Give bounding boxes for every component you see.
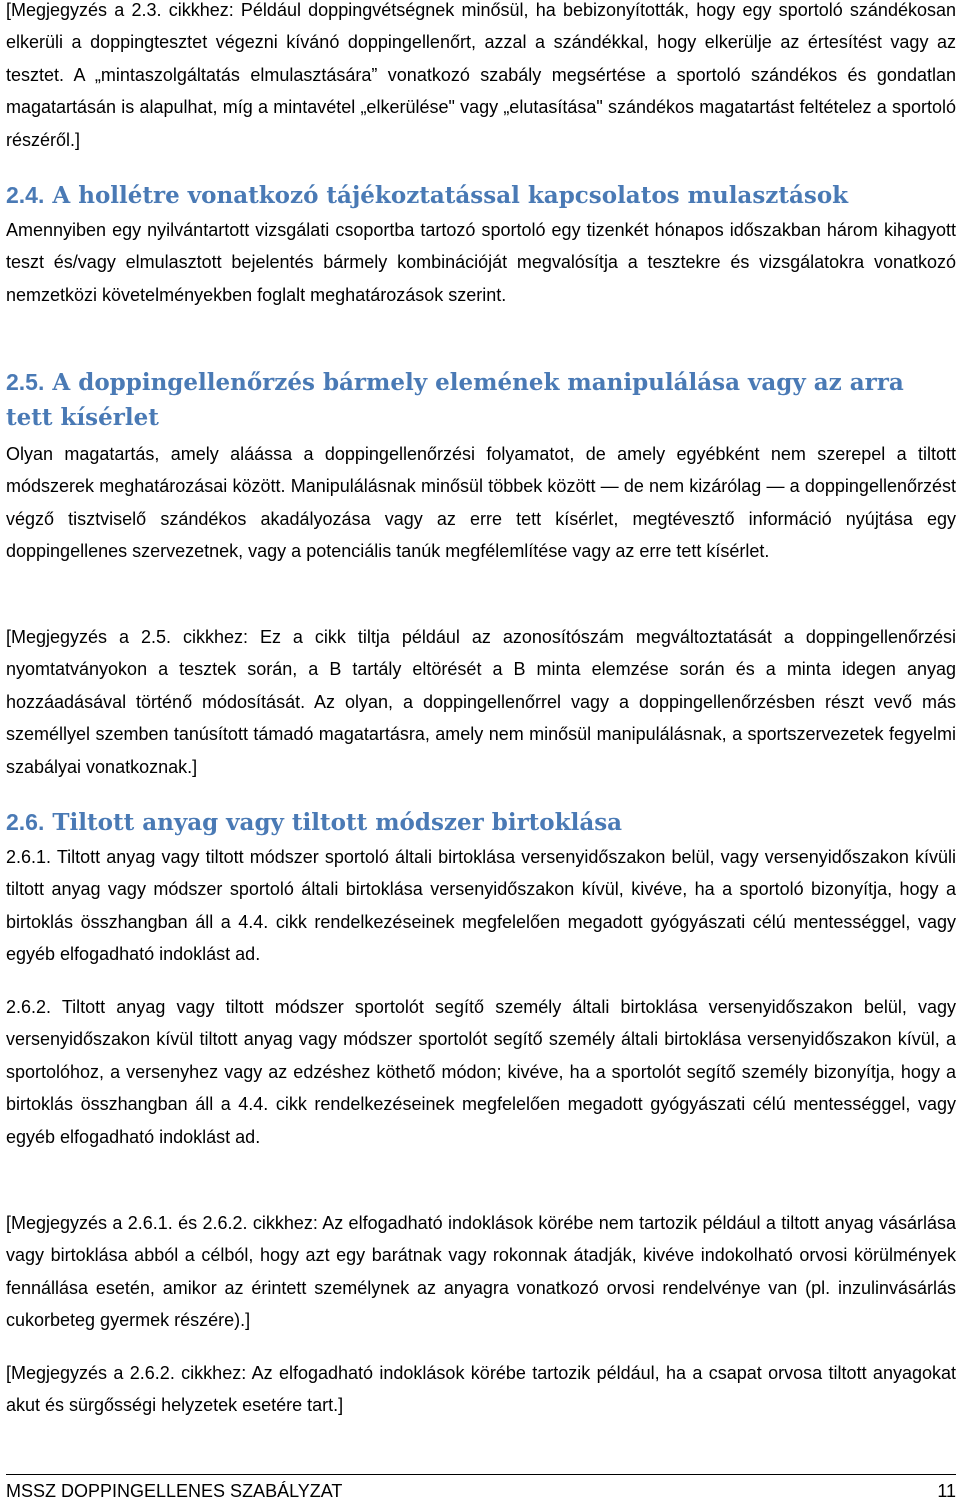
page-footer bbox=[6, 1474, 956, 1508]
note-2-3: [Megjegyzés a 2.3. cikkhez: Például doppingvétségnek minősül, ha bebizonyították, hogy egy sportoló szándékosan elkerüli a doppingtesztet végezni kívánó doppingellenőrt, azzal a szándékkal, hogy elkerülje az értesítést vagy az tesztet. A „mintaszolgáltatás elmulasztására” vonatkozó szabály megsértése a sportoló szándékos és gondatlan magatartásán is alapulhat, míg a mintavétel „elkerülése" vagy „elutasítása" szándékos magatartást feltételez a sportoló részéről.] bbox=[6, 0, 956, 150]
heading-2-4-title: A hollétre vonatkozó tájékoztatással kapcsolatos mulasztások bbox=[52, 182, 849, 209]
page-number: 11 bbox=[937, 1481, 956, 1501]
note-2-6-2: [Megjegyzés a 2.6.2. cikkhez: Az elfogadható indoklások körébe tartozik például, ha a csapat orvosa tiltott anyagokat akut és sürgősségi helyzetek esetére tart.] bbox=[6, 1363, 956, 1416]
heading-2-6-title: Tiltott anyag vagy tiltott módszer birtoklása bbox=[52, 809, 623, 836]
section-2-5-body: Olyan magatartás, amely aláássa a doppingellenőrzési folyamatot, de amely egyébként nem szerepel a tiltott módszerek meghatározásai között. Manipulálásnak minősül többek között — de nem kizárólag — a doppingellenőrzést végző tisztviselő szándékos akadályozása vagy az erre tett kísérlet, megtévesztő információ nyújtása egy doppingellenes szervezetnek, vagy a potenciális tanúk megfélemlítése vagy az erre tett kísérlet. bbox=[6, 444, 956, 562]
note-2-5: [Megjegyzés a 2.5. cikkhez: Ez a cikk tiltja például az azonosítószám megváltoztatását a doppingellenőrzési nyomtatványokon a tesztek során, a B tartály eltörését a B minta elemzése során és a minta idegen anyag hozzáadásával történő módosítását. Az olyan, a doppingellenőrrel vagy a doppingellenőrzésben részt vevő más személlyel szemben tanúsított támadó magatartásra, amely nem minősül manipulálásnak, a sportszervezetek fegyelmi szabályai vonatkoznak.] bbox=[6, 627, 956, 777]
heading-2-4 bbox=[6, 178, 956, 213]
heading-2-6-number: 2.6. bbox=[6, 809, 45, 835]
section-2-6-2: 2.6.2. Tiltott anyag vagy tiltott módszer sportolót segítő személy általi birtoklása versenyidőszakon belül, vagy versenyidőszakon kívül tiltott anyag vagy módszer sportolót segítő személy általi birtoklása versenyidőszakon kívül, a sportolóhoz, a versenyhez vagy az edzéshez köthető módon; kivéve, ha a sportolót segítő személy bizonyítja, hogy a birtoklás összhangban áll a 4.4. cikk rendelkezéseinek megfelelően megadott gyógyászati célú mentességgel, vagy egyéb elfogadható indoklást ad. bbox=[6, 997, 956, 1147]
footer-title: MSSZ DOPPINGELLENES SZABÁLYZAT bbox=[6, 1481, 343, 1501]
heading-2-6 bbox=[6, 805, 956, 840]
section-2-6-1: 2.6.1. Tiltott anyag vagy tiltott módszer sportoló általi birtoklása versenyidőszakon belül, vagy versenyidőszakon kívüli tiltott anyag vagy módszer sportoló általi birtoklása versenyidőszakon kívül, kivéve, ha a sportoló bizonyítja, hogy a birtoklás összhangban áll a 4.4. cikk rendelkezéseinek megfelelően megadott gyógyászati célú mentességgel, vagy egyéb elfogadható indoklást ad. bbox=[6, 847, 956, 965]
heading-2-5 bbox=[6, 365, 956, 435]
note-2-6-1-2: [Megjegyzés a 2.6.1. és 2.6.2. cikkhez: Az elfogadható indoklások körébe nem tartozik például a tiltott anyag vásárlása vagy birtoklása abból a célból, hogy azt egy barátnak vagy rokonnak átadják, kivéve indokolható orvosi körülmények fennállása esetén, amikor az érintett személynek az anyagra vonatkozó orvosi rendelvénye van (pl. inzulinvásárlás cukorbeteg gyermek részére).] bbox=[6, 1213, 956, 1331]
heading-2-5-title: A doppingellenőrzés bármely elemének manipulálása vagy az arra tett kísérlet bbox=[6, 369, 904, 431]
section-2-4-body: Amennyiben egy nyilvántartott vizsgálati csoportba tartozó sportoló egy tizenkét hónapos időszakban három kihagyott teszt és/vagy elmulasztott bejelentés bármely kombinációját megvalósítja a tesztekre és vizsgálatokra vonatkozó nemzetközi követelményekben foglalt meghatározások szerint. bbox=[6, 220, 956, 305]
heading-2-5-number: 2.5. bbox=[6, 369, 45, 395]
heading-2-4-number: 2.4. bbox=[6, 182, 45, 208]
